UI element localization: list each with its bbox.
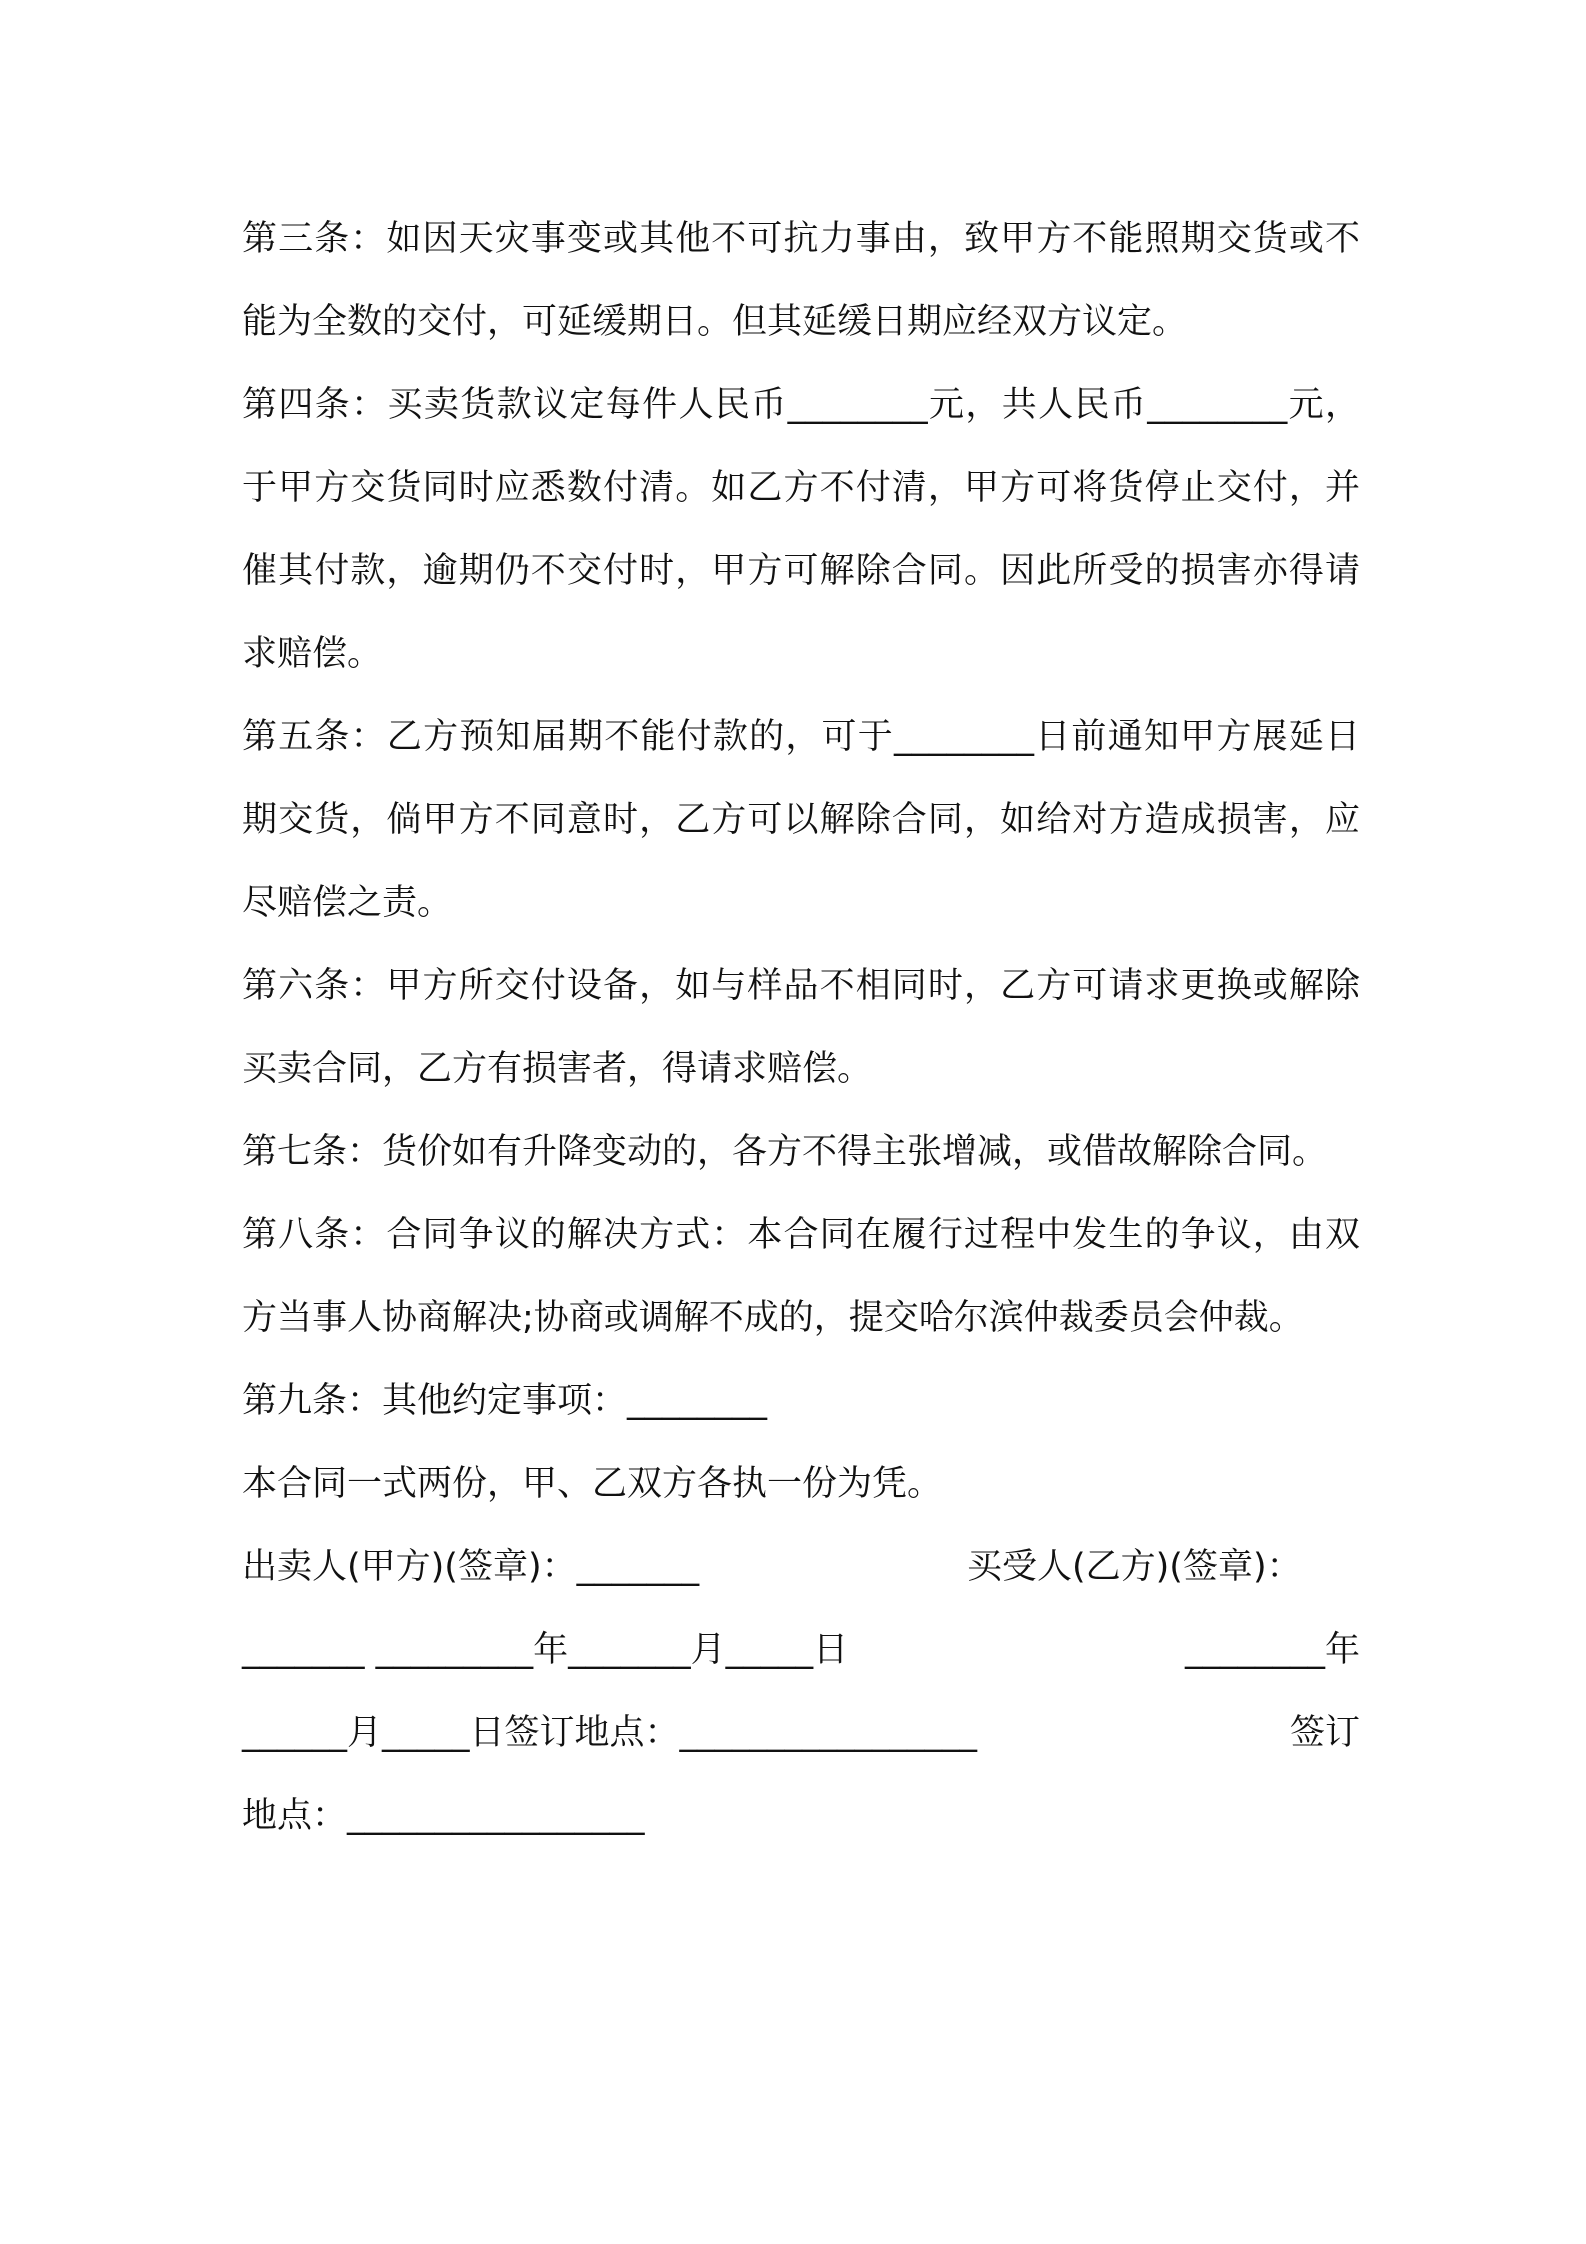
buyer-place-label: 签订: [1289, 1713, 1360, 1753]
copies-clause: 本合同一式两份，甲、乙双方各执一份为凭。: [242, 1464, 943, 1504]
buyer-place-line: 地点：_________________: [242, 1796, 645, 1836]
article-3: 第三条：如因天灾事变或其他不可抗力事由，致甲方不能照期交货或不能为全数的交付，可延缓期日。但其延缓日期应经双方议定。: [242, 219, 1360, 342]
signature-row-date: [242, 1609, 1360, 1692]
contract-body: [242, 198, 1360, 1858]
article-6: 第六条：甲方所交付设备，如与样品不相同时，乙方可请求更换或解除买卖合同，乙方有损害者，得请求赔偿。: [242, 966, 1360, 1089]
article-8: 第八条：合同争议的解决方式：本合同在履行过程中发生的争议，由双方当事人协商解决;协商或调解不成的，提交哈尔滨仲裁委员会仲裁。: [242, 1215, 1360, 1338]
seller-signature-label: 出卖人(甲方)(签章)：_______: [242, 1547, 700, 1587]
article-5: 第五条：乙方预知届期不能付款的，可于________日前通知甲方展延日期交货，倘甲方不同意时，乙方可以解除合同，如给对方造成损害，应尽赔偿之责。: [242, 717, 1360, 923]
buyer-signature-label: 买受人(乙方)(签章)：: [967, 1547, 1302, 1587]
buyer-year-line: ________年: [1184, 1630, 1360, 1670]
date-place-line: ______月_____日签订地点：_________________: [242, 1713, 978, 1753]
signature-row-parties: [242, 1526, 1360, 1609]
article-4: 第四条：买卖货款议定每件人民币________元，共人民币________元，于甲方交货同时应悉数付清。如乙方不付清，甲方可将货停止交付，并催其付款，逾期仍不交付时，甲方可解除合同。因此所受的损害亦得请求赔偿。: [242, 385, 1360, 674]
article-7: 第七条：货价如有升降变动的，各方不得主张增减，或借故解除合同。: [242, 1132, 1328, 1172]
signature-row-place-continued: [242, 1775, 1360, 1858]
seller-date-line: _______ _________年_______月_____日: [242, 1630, 849, 1670]
signature-row-place: [242, 1692, 1360, 1775]
article-9: 第九条：其他约定事项：________: [242, 1381, 768, 1421]
